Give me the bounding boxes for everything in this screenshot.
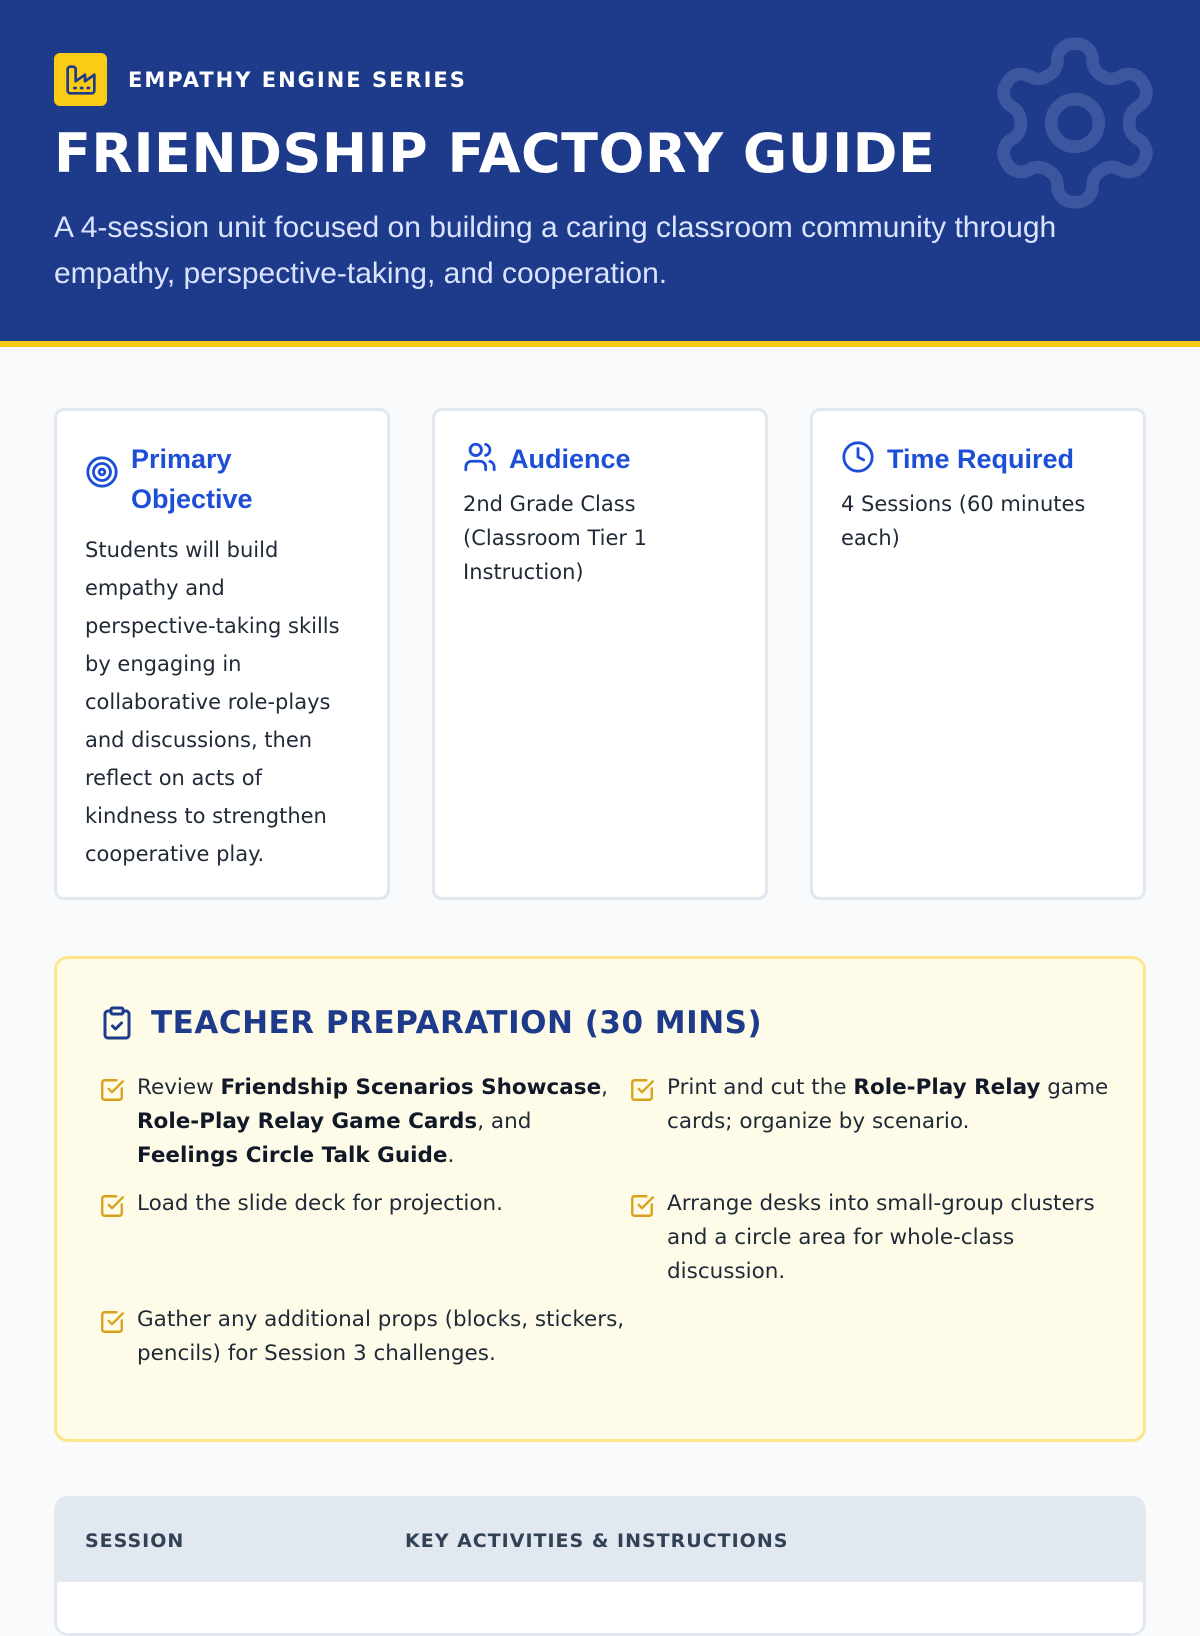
table-header-row bbox=[57, 1499, 1143, 1582]
logo-badge bbox=[54, 53, 107, 106]
target-icon bbox=[85, 455, 119, 489]
card-body: 2nd Grade Class (Classroom Tier 1 Instruction) bbox=[463, 492, 648, 584]
card-primary-objective bbox=[54, 408, 390, 900]
prep-item-text: Gather any additional props (blocks, stickers, pencils) for Session 3 challenges. bbox=[137, 1307, 625, 1366]
section-title: TEACHER PREPARATION (30 MINS) bbox=[151, 1005, 763, 1041]
prep-item-text: Arrange desks into small-group clusters and a circle area for whole-class discussion. bbox=[667, 1191, 1095, 1284]
column-header-activities: KEY ACTIVITIES & INSTRUCTIONS bbox=[405, 1529, 789, 1552]
prep-checklist bbox=[99, 1071, 1109, 1371]
checkbox-check-icon bbox=[629, 1077, 655, 1103]
gear-icon bbox=[980, 28, 1170, 218]
prep-item bbox=[629, 1187, 1109, 1289]
card-title: Time Required bbox=[887, 444, 1075, 474]
card-time-required bbox=[810, 408, 1146, 900]
session-table bbox=[54, 1496, 1146, 1636]
card-title: Primary Objective bbox=[131, 444, 253, 514]
info-cards bbox=[54, 408, 1146, 900]
column-header-session: SESSION bbox=[85, 1529, 185, 1552]
clipboard-check-icon bbox=[99, 1005, 135, 1041]
page-title: FRIENDSHIP FACTORY GUIDE bbox=[54, 122, 936, 185]
card-body: Students will build empathy and perspective-taking skills by engaging in collaborative role-plays and discussions, then reflect on acts of kindness to strengthen cooperative play. bbox=[85, 538, 340, 866]
checkbox-check-icon bbox=[629, 1193, 655, 1219]
checkbox-check-icon bbox=[99, 1309, 125, 1335]
card-title: Audience bbox=[509, 444, 631, 474]
prep-item-text: Review Friendship Scenarios Showcase, Role-Play Relay Game Cards, and Feelings Circle Talk Guide. bbox=[137, 1075, 609, 1168]
prep-item-text: Print and cut the Role-Play Relay game cards; organize by scenario. bbox=[667, 1075, 1109, 1134]
factory-icon bbox=[65, 64, 97, 96]
prep-item bbox=[99, 1071, 629, 1173]
card-audience bbox=[432, 408, 768, 900]
prep-item-text: Load the slide deck for projection. bbox=[137, 1191, 503, 1216]
users-icon bbox=[463, 440, 497, 474]
prep-item bbox=[99, 1303, 629, 1371]
page-subtitle: A 4-session unit focused on building a caring classroom community through empathy, perspective-taking, and cooperation. bbox=[54, 211, 1057, 291]
clock-icon bbox=[841, 440, 875, 474]
hero-header bbox=[0, 0, 1200, 347]
series-label: EMPATHY ENGINE SERIES bbox=[128, 67, 467, 92]
checkbox-check-icon bbox=[99, 1193, 125, 1219]
teacher-preparation bbox=[54, 956, 1146, 1442]
prep-item bbox=[629, 1071, 1109, 1173]
prep-item bbox=[99, 1187, 629, 1289]
checkbox-check-icon bbox=[99, 1077, 125, 1103]
card-body: 4 Sessions (60 minutes each) bbox=[841, 492, 1086, 550]
